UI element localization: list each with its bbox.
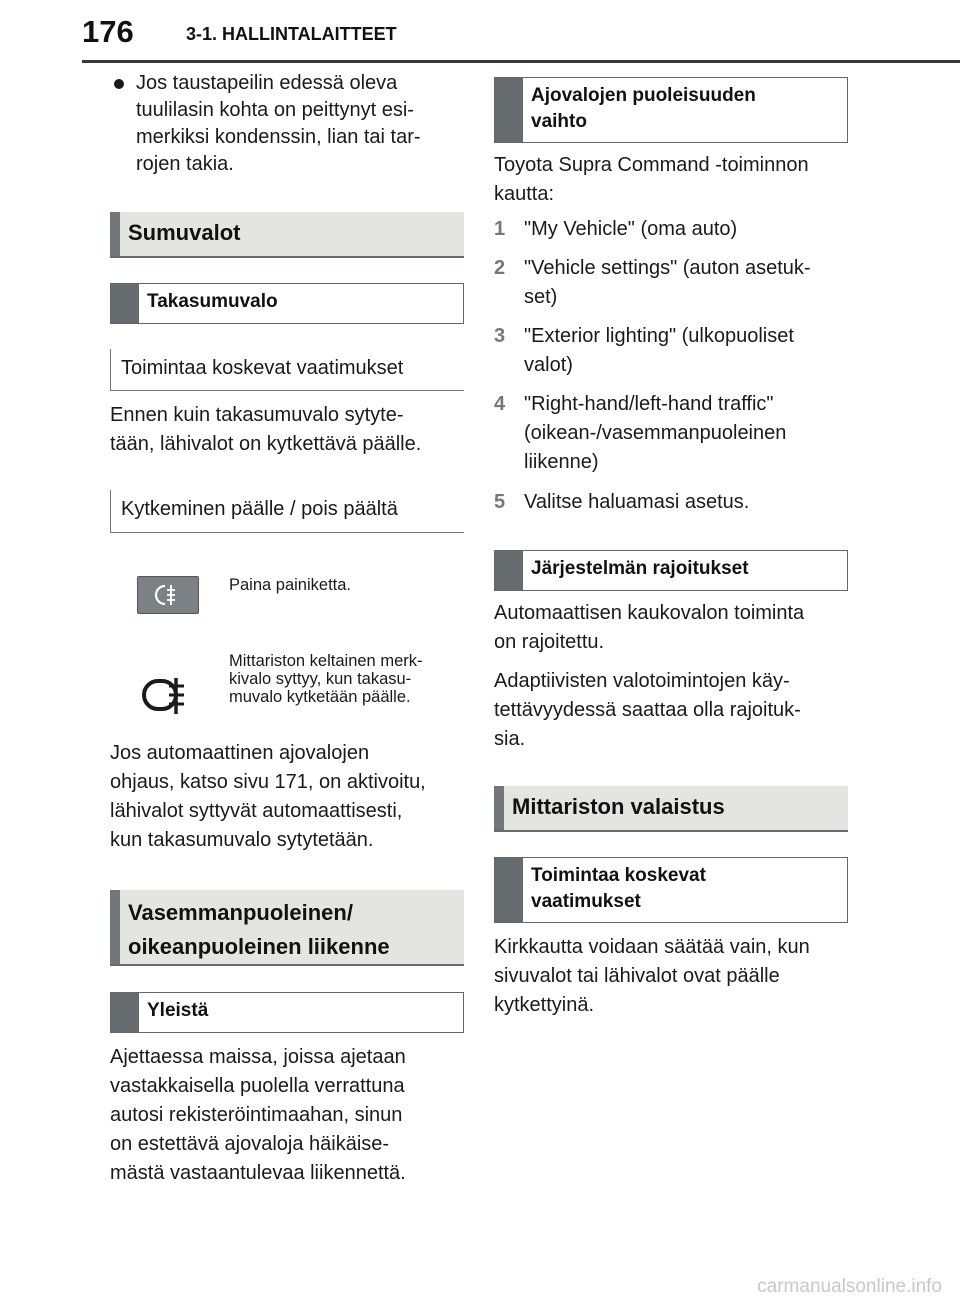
step-number: 5 [494,491,506,513]
section-heading-label: Sumuvalot [128,220,241,245]
sub-heading-limitations [494,550,848,591]
limitations-paragraph-1: Automaattisen kaukovalon toiminta on rajoitettu. [494,602,805,653]
requirements-paragraph: Ennen kuin takasumuvalo sytyte- tään, lähivalot on kytkettävä päälle. [110,404,422,455]
section-heading-traffic [110,890,464,966]
general-paragraph: Ajettaessa maissa, joissa ajetaan vastakkaisella puolella verrattuna autosi rekisteröintimaahan, sinun on estettävä ajovaloja häikäise- mästä vastaantulevaa liikennettä. [110,1046,406,1184]
sub-heading-instrument-requirements [494,857,848,923]
sub-heading-headlight-side [494,77,848,143]
step-item [494,322,848,380]
section-heading-fog-lights [110,212,464,258]
chapter-title: 3-1. HALLINTALAITTEET [186,24,397,44]
sub-heading-label: Toimintaa koskevat vaatimukset [531,865,706,912]
step-text: "Vehicle settings" (auton asetuk- set) [524,257,811,308]
step-number: 3 [494,325,506,347]
sub-heading-label: Ajovalojen puoleisuuden vaihto [531,85,756,132]
sub-heading-label: Järjestelmän rajoitukset [531,558,749,579]
step-number: 4 [494,393,506,415]
press-button-text: Paina painiketta. [229,576,352,594]
heading-label: Kytkeminen päälle / pois päältä [121,498,398,520]
sub-heading-general [110,992,464,1033]
rear-fog-indicator-icon [140,674,196,718]
step-text: "Exterior lighting" (ulkopuoliset valot) [524,325,794,376]
header-divider [82,60,960,63]
step-text: "Right-hand/left-hand traffic" (oikean-/vasemmanpuoleinen liikenne) [524,393,787,473]
section-heading-label: Mittariston valaistus [512,794,725,819]
heading-label: Toimintaa koskevat vaatimukset [121,357,404,379]
step-item [494,390,848,477]
step-item [494,254,848,312]
rear-fog-button-icon [137,576,199,614]
section-heading-instrument-lighting [494,786,848,832]
intro-paragraph: Toyota Supra Command -toiminnon kautta: [494,154,809,205]
limitations-paragraph-2: Adaptiivisten valotoimintojen käy- tettävyydessä saattaa olla rajoituk- sia. [494,670,801,750]
brightness-paragraph: Kirkkautta voidaan säätää vain, kun sivuvalot tai lähivalot ovat päälle kytkettyinä. [494,936,810,1016]
sub-heading-label: Takasumuvalo [147,291,278,312]
step-text: "My Vehicle" (oma auto) [524,218,738,240]
step-item [494,488,848,517]
step-number: 2 [494,257,506,279]
bullet-dot-icon [114,79,124,89]
bullet-text: Jos taustapeilin edessä oleva tuulilasin kohta on peittynyt esi- merkiksi kondenssin, lian tai tar- rojen takia. [136,72,421,175]
watermark: carmanualsonline.info [757,1276,942,1297]
heading-switching [110,490,464,533]
indicator-text: Mittariston keltainen merk- kivalo syttyy, kun takasu- muvalo kytketään päälle. [229,652,423,706]
sub-heading-label: Yleistä [147,1000,209,1021]
heading-requirements [110,349,464,391]
step-text: Valitse haluamasi asetus. [524,491,750,513]
section-heading-label: Vasemmanpuoleinen/ oikeanpuoleinen liikenne [128,900,390,959]
step-item [494,215,848,244]
auto-headlight-paragraph: Jos automaattinen ajovalojen ohjaus, katso sivu 171, on aktivoitu, lähivalot syttyvät automaattisesti, kun takasumuvalo sytytetään. [110,742,426,851]
page-number: 176 [82,14,134,49]
step-number: 1 [494,218,506,240]
sub-heading-rear-fog [110,283,464,324]
bullet-item [110,70,470,178]
